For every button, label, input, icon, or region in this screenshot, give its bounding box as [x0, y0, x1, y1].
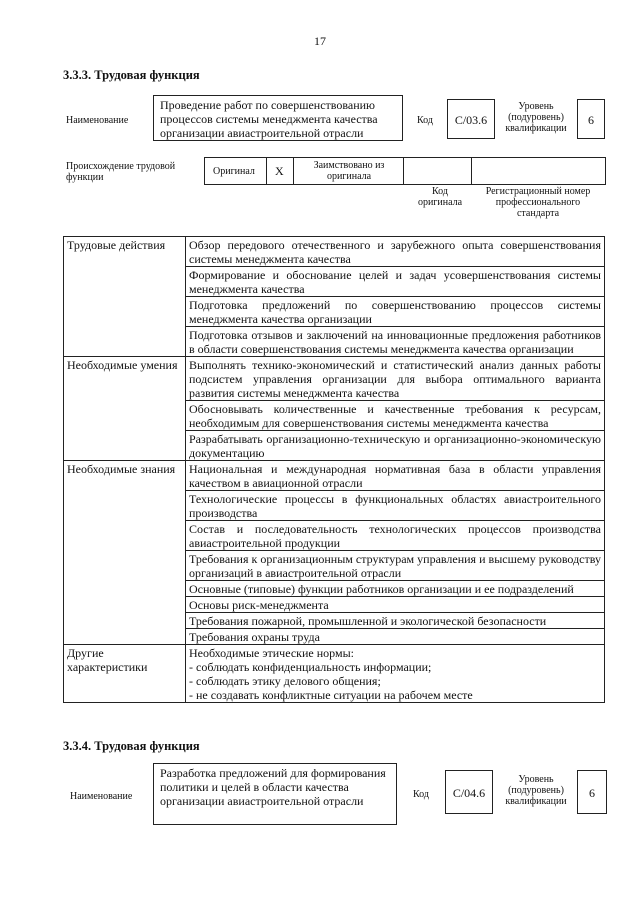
divider	[471, 158, 472, 184]
function-name-333: Проведение работ по совершенствованию процессов системы менеджмента качества организации авиастроительной отрасли	[153, 95, 403, 141]
code-value-334: C/04.6	[445, 770, 493, 814]
row-item: Формирование и обоснование целей и задач усовершенствования системы менеджмента качества	[186, 267, 605, 297]
page-number: 17	[314, 34, 326, 48]
code-value-333: C/03.6	[447, 99, 495, 139]
original-mark: X	[275, 164, 284, 178]
row-label: Другие характеристики	[64, 645, 186, 703]
row-item: Обзор передового отечественного и зарубежного опыта совершенствования системы менеджмента качества	[186, 237, 605, 267]
table-row	[64, 461, 605, 491]
row-item: Требования к организационным структурам управления и высшему руководству организаций в авиастроительной отрасли	[186, 551, 605, 581]
row-item: Состав и последовательность технологических процессов производства авиастроительной продукции	[186, 521, 605, 551]
row-item: Технологические процессы в функциональных областях авиастроительного производства	[186, 491, 605, 521]
level-label-333: Уровень (подуровень) квалификации	[505, 101, 567, 134]
row-item: Основные (типовые) функции работников организации и ее подразделений	[186, 581, 605, 597]
row-item: Разрабатывать организационно-техническую и организационно-экономическую документацию	[186, 431, 605, 461]
divider	[403, 158, 404, 184]
row-item: Подготовка предложений по совершенствованию процессов системы менеджмента качества организации	[186, 297, 605, 327]
row-label: Необходимые умения	[64, 357, 186, 461]
name-label-334: Наименование	[70, 791, 133, 802]
original-label: Оригинал	[213, 166, 255, 177]
section-heading-333: 3.3.3. Трудовая функция	[63, 68, 200, 82]
divider	[266, 158, 267, 184]
row-item: Подготовка отзывов и заключений на инновационные предложения работников в области совершенствования системы менеджмента качества организации	[186, 327, 605, 357]
level-label-334: Уровень (подуровень) квалификации	[505, 774, 567, 807]
row-item: Основы риск-менеджмента	[186, 597, 605, 613]
row-item: Необходимые этические нормы: - соблюдать конфиденциальность информации; - соблюдать этику делового общения; - не создавать конфликтные ситуации на рабочем месте	[186, 645, 605, 703]
row-item: Требования пожарной, промышленной и экологической безопасности	[186, 613, 605, 629]
code-label-334: Код	[413, 789, 429, 800]
row-item: Обосновывать количественные и качественные требования к ресурсам, необходимым для совершенствования системы менеджмента качества	[186, 401, 605, 431]
table-row	[64, 645, 605, 703]
function-name-334: Разработка предложений для формирования политики и целей в области качества организации авиастроительной отрасли	[153, 763, 397, 825]
row-label: Трудовые действия	[64, 237, 186, 357]
reg-number-label: Регистрационный номер профессионального стандарта	[485, 186, 591, 219]
table-row	[64, 357, 605, 401]
row-item: Национальная и международная нормативная база в области управления качеством в авиационной отрасли	[186, 461, 605, 491]
name-label-333: Наименование	[66, 115, 129, 126]
orig-code-label: Код оригинала	[417, 186, 463, 208]
origin-label: Происхождение трудовой функции	[66, 161, 176, 183]
borrowed-label: Заимствовано из оригинала	[313, 160, 385, 182]
section-heading-334: 3.3.4. Трудовая функция	[63, 739, 200, 753]
row-label: Необходимые знания	[64, 461, 186, 645]
level-value-333: 6	[577, 99, 605, 139]
row-item: Выполнять технико-экономический и статистический анализ данных работы подсистем управления организации для выбора оптимального варианта развития системы менеджмента качества	[186, 357, 605, 401]
level-value-334: 6	[577, 770, 607, 814]
table-row	[64, 237, 605, 267]
function-details-table	[63, 236, 605, 703]
code-label-333: Код	[417, 115, 433, 126]
row-item: Требования охраны труда	[186, 629, 605, 645]
divider	[293, 158, 294, 184]
origin-table	[204, 157, 606, 185]
